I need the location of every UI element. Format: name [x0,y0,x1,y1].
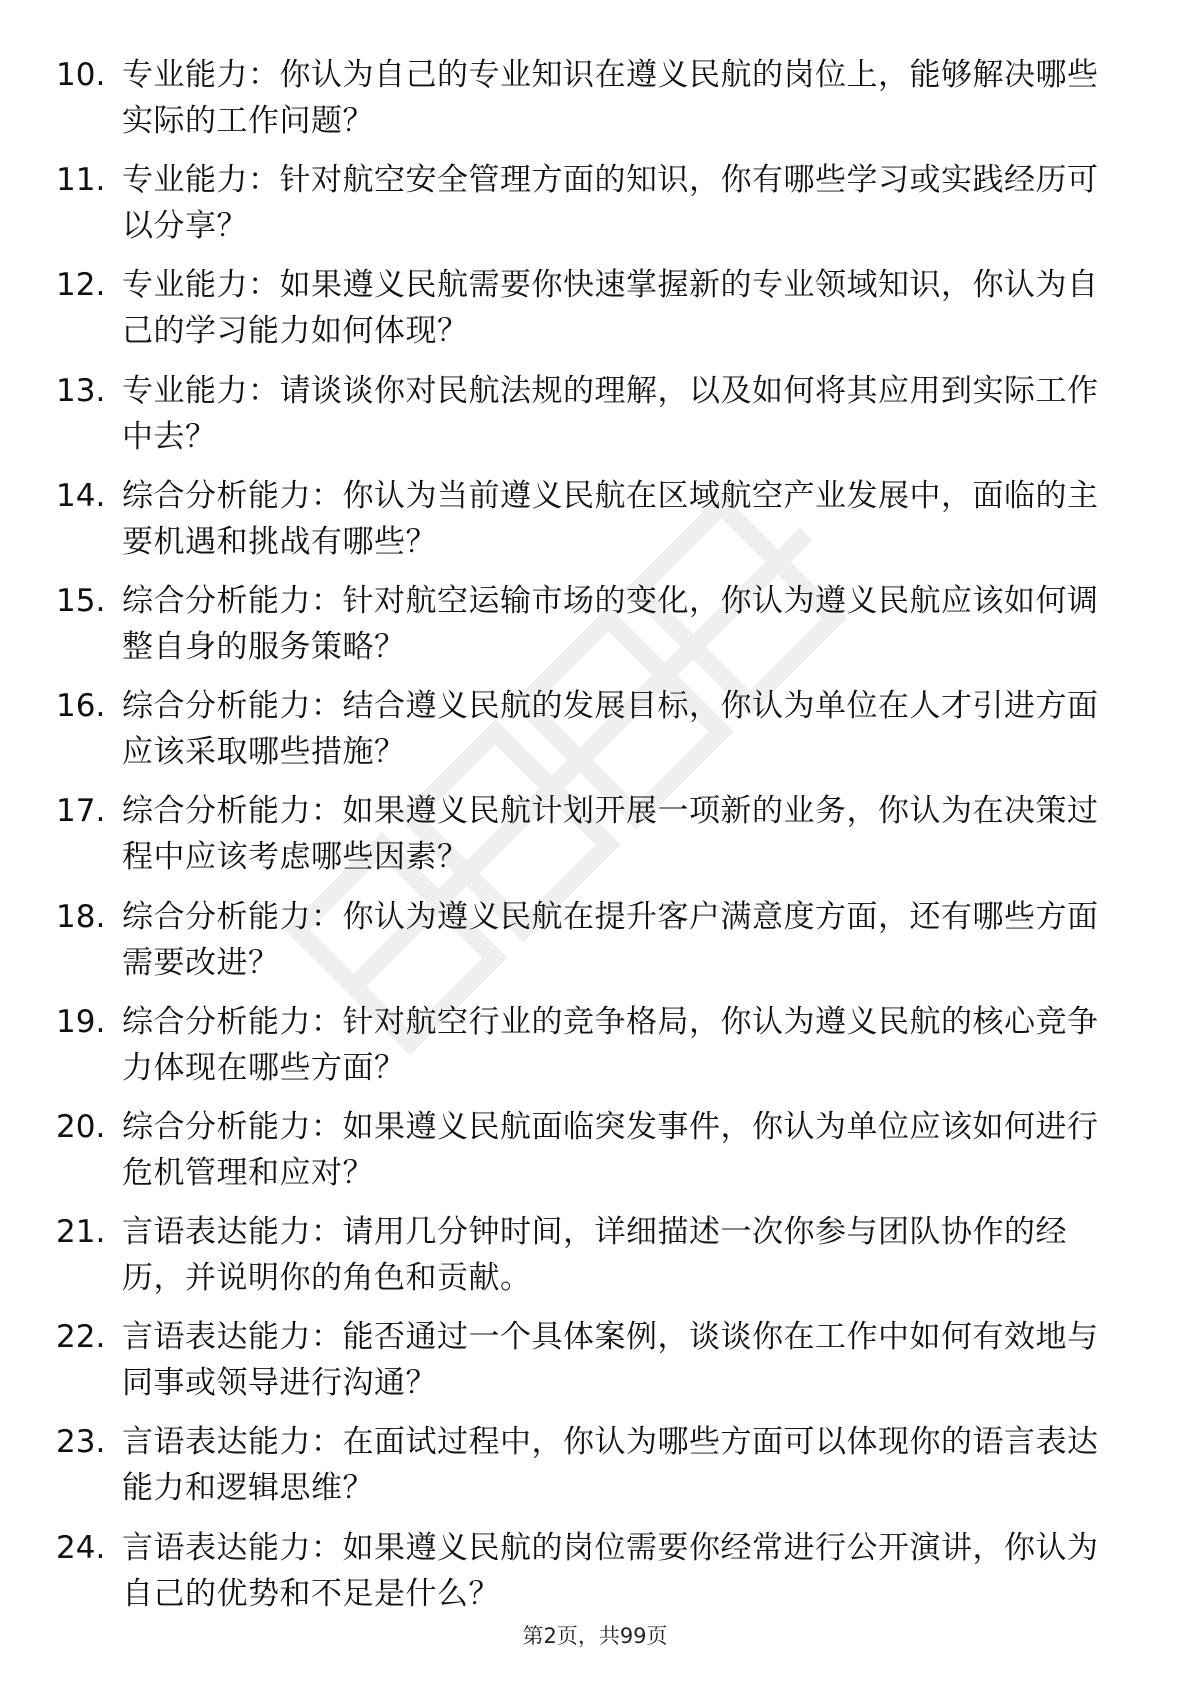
question-number: 22. [56,1319,106,1356]
question-text: 言语表达能力：在面试过程中，你认为哪些方面可以体现你的语言表达能力和逻辑思维？ [122,1424,1099,1507]
list-item [56,788,1116,893]
question-text: 综合分析能力：针对航空运输市场的变化，你认为遵义民航应该如何调整自身的服务策略？ [122,582,1099,665]
question-number: 19. [56,1003,106,1040]
question-number: 16. [56,688,106,725]
question-number: 13. [56,372,106,409]
list-item [56,473,1116,578]
question-text: 综合分析能力：你认为遵义民航在提升客户满意度方面，还有哪些方面需要改进？ [122,898,1099,981]
list-item [56,1419,1116,1524]
list-item [56,1314,1116,1419]
question-number: 14. [56,477,106,514]
question-text: 专业能力：如果遵义民航需要你快速掌握新的专业领域知识，你认为自己的学习能力如何体现？ [122,267,1099,350]
list-item [56,262,1116,367]
list-item [56,1104,1116,1209]
question-number: 20. [56,1108,106,1145]
question-text: 专业能力：你认为自己的专业知识在遵义民航的岗位上，能够解决哪些实际的工作问题？ [122,57,1099,139]
question-number: 12. [56,267,106,304]
question-number: 15. [56,582,106,619]
question-text: 言语表达能力：请用几分钟时间，详细描述一次你参与团队协作的经历，并说明你的角色和贡献。 [122,1214,1067,1297]
list-item [56,52,1116,157]
question-number: 24. [56,1529,106,1566]
question-text: 专业能力：针对航空安全管理方面的知识，你有哪些学习或实践经历可以分享？ [122,162,1099,245]
question-text: 综合分析能力：针对航空行业的竞争格局，你认为遵义民航的核心竞争力体现在哪些方面？ [122,1003,1099,1086]
list-item [56,999,1116,1104]
question-text: 言语表达能力：能否通过一个具体案例，谈谈你在工作中如何有效地与同事或领导进行沟通？ [122,1319,1099,1402]
question-number: 17. [56,793,106,830]
question-text: 言语表达能力：如果遵义民航的岗位需要你经常进行公开演讲，你认为自己的优势和不足是什么？ [122,1529,1099,1612]
question-number: 18. [56,898,106,935]
list-item [56,683,1116,788]
question-text: 综合分析能力：结合遵义民航的发展目标，你认为单位在人才引进方面应该采取哪些措施？ [122,688,1099,771]
list-item [56,368,1116,473]
list-item [56,1209,1116,1314]
question-text: 综合分析能力：如果遵义民航计划开展一项新的业务，你认为在决策过程中应该考虑哪些因素？ [122,793,1099,876]
question-list [56,52,1116,1630]
question-number: 11. [56,162,106,199]
question-number: 23. [56,1424,106,1461]
list-item [56,157,1116,262]
page-footer: 第2页，共99页 [522,1624,668,1648]
question-text: 综合分析能力：你认为当前遵义民航在区域航空产业发展中，面临的主要机遇和挑战有哪些？ [122,477,1099,560]
list-item [56,1525,1116,1630]
list-item [56,894,1116,999]
list-item [56,578,1116,683]
question-number: 21. [56,1214,106,1251]
question-text: 专业能力：请谈谈你对民航法规的理解，以及如何将其应用到实际工作中去？ [122,372,1099,455]
question-text: 综合分析能力：如果遵义民航面临突发事件，你认为单位应该如何进行危机管理和应对？ [122,1108,1099,1191]
question-number: 10. [56,57,106,93]
